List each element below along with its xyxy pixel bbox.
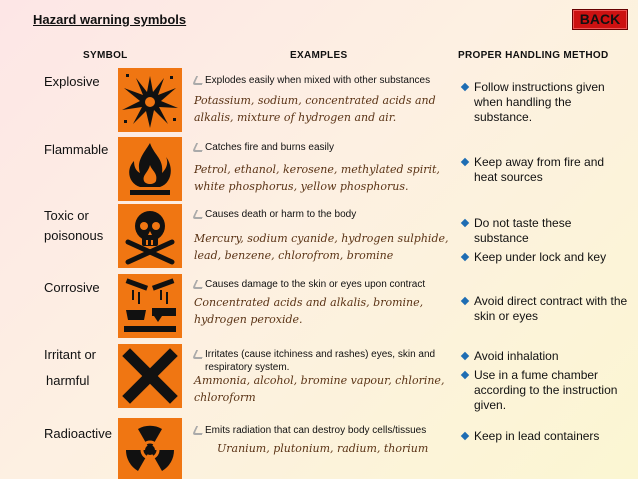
hazard-description: Irritates (cause itchiness and rashes) eyes, skin and respiratory system. [194,348,455,374]
explosive-icon [118,68,182,132]
skull-crossbones-icon [118,204,182,268]
diamond-bullet-icon [461,352,469,360]
column-header-symbol: SYMBOL [83,50,128,61]
hazard-examples: Mercury, sodium cyanide, hydrogen sulphide, lead, benzene, chlorofrom, bromine [194,232,449,262]
hazard-name [44,424,119,444]
handling-text: Keep in lead containers [474,429,600,443]
hazard-name-line: Radioactive [44,426,112,441]
page-title: Hazard warning symbols [33,12,187,27]
diamond-bullet-icon [461,253,469,261]
hazard-name-line: Toxic or [44,208,89,223]
handling-item [462,429,629,444]
hazard-name-line: Explosive [44,74,100,89]
diamond-bullet-icon [461,371,469,379]
hazard-name [44,140,119,160]
handling-item [462,368,629,413]
handling-text: Avoid direct contract with the skin or eyes [474,294,628,323]
hazard-name-line: Irritant or [44,347,97,362]
diamond-bullet-icon [461,83,469,91]
handling-item [462,155,629,185]
irritant-x-icon [118,344,182,408]
corrosive-icon [118,274,182,338]
handling-item [462,294,629,324]
hazard-description: Emits radiation that can destroy body cells/tissues [194,424,455,437]
diamond-bullet-icon [461,158,469,166]
hazard-examples: Uranium, plutonium, radium, thorium [217,442,429,455]
hazard-description: Explodes easily when mixed with other substances [194,74,455,87]
hazard-name [44,345,119,391]
diamond-bullet-icon [461,297,469,305]
column-header-examples: EXAMPLES [290,50,348,61]
handling-item [462,80,629,125]
back-button[interactable]: BACK [572,9,628,30]
hazard-examples: Potassium, sodium, concentrated acids and alkalis, mixture of hydrogen and air. [194,94,436,124]
diamond-bullet-icon [461,432,469,440]
hazard-description: Causes death or harm to the body [194,208,455,221]
handling-text: Keep under lock and key [474,250,607,264]
handling-text: Avoid inhalation [474,349,559,363]
hazard-name-line: Flammable [44,142,109,157]
hazard-name-line: Corrosive [44,280,100,295]
handling-item [462,250,629,265]
hazard-description: Causes damage to the skin or eyes upon contract [194,278,455,291]
handling-item [462,216,629,246]
hazard-name [44,206,119,246]
hazard-name [44,278,119,298]
handling-text: Keep away from fire and heat sources [474,155,605,184]
hazard-examples: Ammonia, alcohol, bromine vapour, chlorine, chloroform [194,374,445,404]
radioactive-icon [118,418,182,479]
handling-item [462,349,629,364]
handling-text: Follow instructions given when handling the substance. [474,80,605,124]
handling-text: Use in a fume chamber according to the instruction given. [474,368,618,412]
hazard-name-line: poisonous [44,228,104,243]
hazard-name-line: harmful [46,373,90,388]
hazard-description: Catches fire and burns easily [194,141,455,154]
hazard-examples: Concentrated acids and alkalis, bromine, hydrogen peroxide. [194,296,424,326]
hazard-name [44,72,119,92]
flame-icon [118,137,182,201]
hazard-examples: Petrol, ethanol, kerosene, methylated spirit, white phosphorus, yellow phosphorus. [194,163,440,193]
handling-text: Do not taste these substance [474,216,572,245]
diamond-bullet-icon [461,219,469,227]
column-header-handling: PROPER HANDLING METHOD [458,50,609,61]
